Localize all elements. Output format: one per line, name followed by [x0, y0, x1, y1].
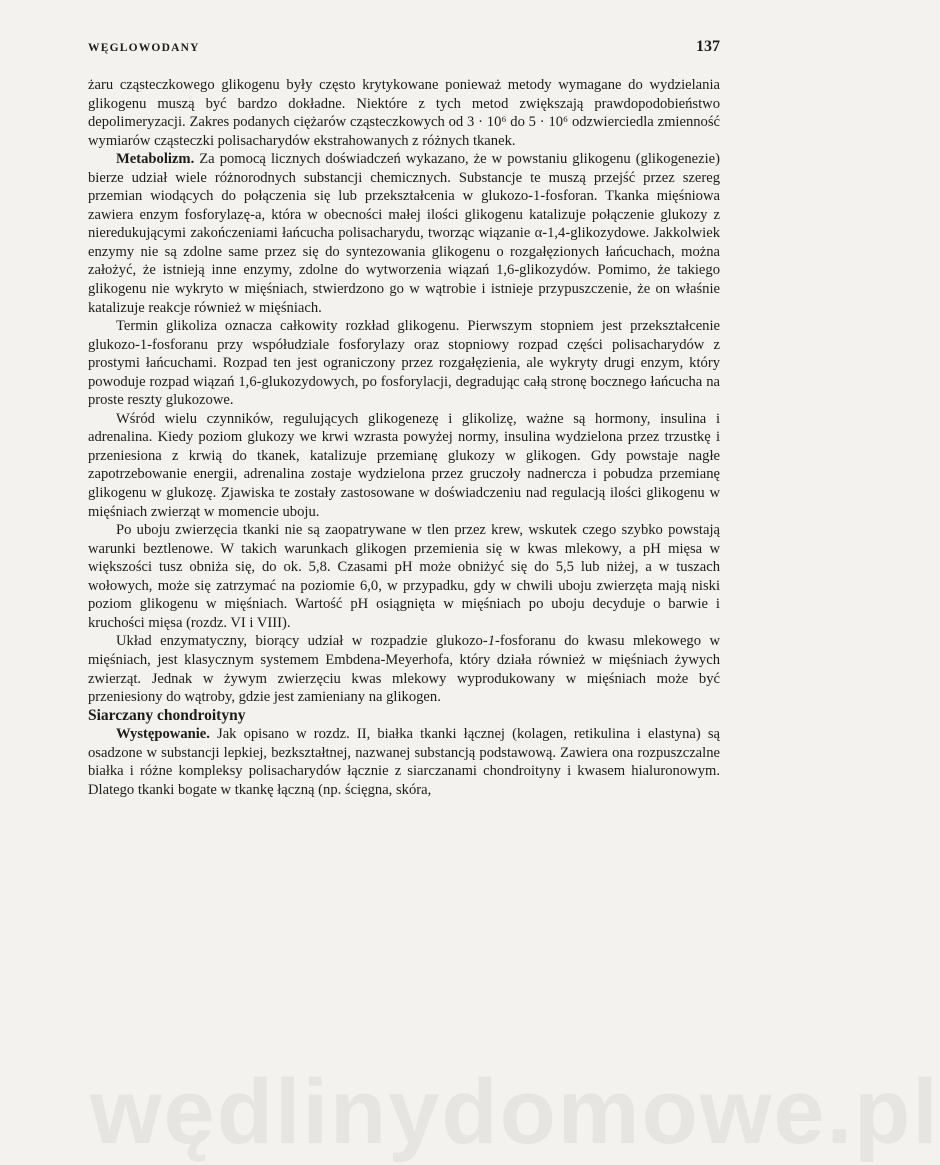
watermark: wędlinydomowe.pl [90, 1061, 940, 1163]
paragraph-slaughter: Po uboju zwierzęcia tkanki nie są zaopatrywane w tlen przez krew, wskutek czego szybko powstają warunki beztlenowe. W takich warunkach glikogen przemienia się w kwas mlekowy, a pH mięsa w większości tusz obniża się, do ok. 5,8. Czasami pH może obniżyć się do 5,5 lub niżej, a w tuszach wołowych, może się zatrzymać na poziomie 6,0, w przypadku, gdy w chwili uboju zwierzęta mają niski poziom glikogenu w mięśniach. Wartość pH osiągnięta w mięśniach po uboju decyduje o barwie i kruchości mięsa (rozdz. VI i VIII). [88, 522, 720, 631]
paragraph-hormones: Wśród wielu czynników, regulujących glikogenezę i glikolizę, ważne są hormony, insulina i adrenalina. Kiedy poziom glukozy we krwi wzrasta powyżej normy, insulina wydzielona przez trzustkę i przeniesiona z krwią do tkanek, katalizuje przemianę glukozy w glikogen. Gdy powstaje nagłe zapotrzebowanie energii, adrenalina zostaje wydzielona przez gruczoły nadnercza i pobudza przemianę glikogenu w glukozę. Zjawiska te zostały zastosowane w doświadczeniu nad regulacją ilości glikogenu w mięśniach zwierząt w momencie uboju. [88, 410, 720, 520]
paragraph-occurrence-text: Jak opisano w rozdz. II, białka tkanki łącznej (kolagen, retikulina i elastyna) są osadzone w substancji lepkiej, bezkształtnej, nazwanej substancją podstawową. Zawiera ona rozpuszczalne białka i różne kompleksy polisacharydów łącznie z siarczanami chondroityny i kwasem hialuronowym. Dlatego tkanki bogate w tkankę łączną (np. ścięgna, skóra, [88, 726, 720, 798]
paragraph-enzymatic-italic: 1 [487, 633, 496, 650]
paragraph-metabolism-text: Za pomocą licznych doświadczeń wykazano, że w powstaniu glikogenu (glikogenezie) bierze udział wiele różnorodnych substancji chemicznych. Substancje te muszą przejść przez szereg przemian wiodących do połączenia się lub przekształcenia w glukozo-1-fosforan. Tkanka mięśniowa zawiera enzym fosforylazę-a, która w obecności małej ilości glikogenu katalizuje połączenie glukozy z nieredukującymi zakończeniami łańcucha polisacharydu, tworząc wiązanie α-1,4-glikozydowe. Jakkolwiek enzymy nie są zdolne same przez się do syntezowania glikogenu o rozgałęzionych łańcuchach, można założyć, że istnieją inne enzymy, zdolne do wytworzenia wiązań 1,6-glikozydów. Pomimo, że takiego glikogenu nie wykryto w mięśniach, stwierdzono go w wątrobie i istnieje przypuszczenie, że on właśnie katalizuje reakcje również w mięśniach. [88, 151, 720, 316]
run-in-heading-metabolism: Metabolizm. [116, 151, 195, 168]
section-heading: Siarczany chondroityny [88, 706, 246, 724]
paragraph-metabolism [88, 150, 720, 317]
paragraph-enzymatic-text-a: Układ enzymatyczny, biorący udział w rozpadzie glukozo- [116, 633, 488, 650]
paragraph-continuation: żaru cząsteczkowego glikogenu były często krytykowane ponieważ metody wymagane do wydzielania glikogenu muszą być bardzo dokładne. Niektóre z tych metod zwiększają prawdopodobieństwo depolimeryzacji. Zakres podanych ciężarów cząsteczkowych od 3 · 10⁶ do 5 · 10⁶ odzwierciedla zmienność wymiarów cząsteczki polisacharydów ekstrahowanych z różnych tkanek. [88, 77, 720, 149]
paragraph-enzymatic-system [88, 632, 720, 706]
page-number: 137 [696, 38, 720, 55]
paragraph-enzymatic-text-b: -fosforanu do kwasu mlekowego w mięśniach, jest klasycznym systemem Embdena-Meyerhofa, który działa również w mięśniach żywych zwierząt. Jednak w żywym zwierzęciu kwas mlekowy wyprodukowany w mięśniach może być przeniesiony do wątroby, gdzie jest zamieniany na glikogen. [88, 633, 720, 706]
body-text [88, 76, 720, 799]
book-page [88, 0, 720, 1157]
run-in-heading-occurrence: Występowanie. [116, 726, 210, 743]
paragraph-occurrence [88, 725, 720, 799]
running-head: WĘGLOWODANY [88, 42, 200, 54]
page-header [88, 38, 720, 56]
paragraph-glycolysis: Termin glikoliza oznacza całkowity rozkład glikogenu. Pierwszym stopniem jest przekształcenie glukozo-1-fosforanu przy współudziale fosforylazy oraz stopniowy rozpad części polisacharydów z prostymi łańcuchami. Rozpad ten jest ograniczony przez rozgałęzienia, ale wykryty drugi enzym, który powoduje rozpad wiązań 1,6-glukozydowych, po fosforylacji, degradując całą stronę bocznego łańcucha na proste reszty glukozowe. [88, 318, 720, 409]
